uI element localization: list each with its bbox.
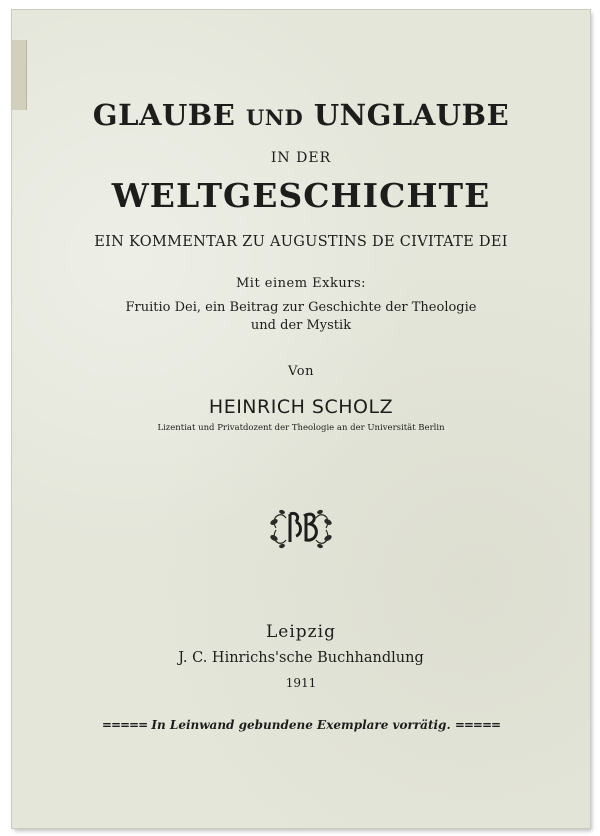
subtitle: EIN KOMMENTAR ZU AUGUSTINS DE CIVITATE DEI [94,234,508,250]
imprint-city: Leipzig [266,622,336,642]
title-line-1 [12,98,590,132]
title-word-glaube: GLAUBE [92,98,236,132]
exkurs-intro: Mit einem Exkurs: [235,276,367,291]
note-dash-right: ===== [454,718,501,732]
byline-von: Von [288,364,314,379]
imprint-publisher: J. C. Hinrichs'sche Buchhandlung [178,650,424,666]
publisher-monogram-icon [266,500,336,556]
note-text: In Leinwand gebundene Exemplare vorrätig. [151,718,451,732]
title-line-3: WELTGESCHICHTE [111,176,491,215]
exkurs-line-1: Fruitio Dei, ein Beitrag zur Geschichte der Theologie [125,300,477,315]
title-word-und: UND [245,105,304,130]
author-name: HEINRICH SCHOLZ [208,396,394,418]
exkurs-line-2: und der Mystik [250,318,352,333]
availability-note [12,718,590,732]
book-cover [12,10,590,828]
title-line-2: IN DER [270,150,332,166]
title-word-unglaube: UNGLAUBE [313,98,510,132]
imprint-year: 1911 [285,676,317,690]
note-dash-left: ===== [101,718,148,732]
author-title: Lizentiat und Privatdozent der Theologie an der Universität Berlin [157,423,445,433]
